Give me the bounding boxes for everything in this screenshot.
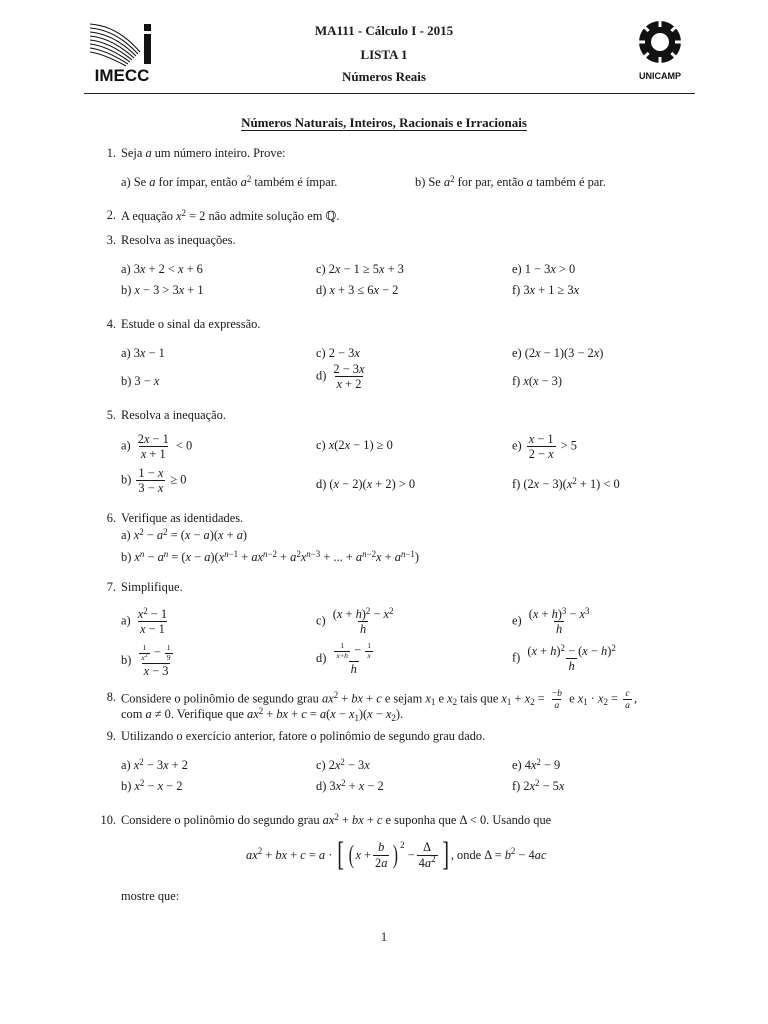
q1-number: 1.: [106, 146, 116, 160]
q5-item-d: d) (x − 2)(x + 2) > 0: [316, 477, 416, 491]
q3-item-c: c) 2x − 1 ≥ 5x + 3: [316, 262, 404, 276]
q5-item-f: f) $(2x - 3)(x^2 + 1) < 0$: [512, 475, 620, 491]
q4-item-b: b) 3 − x: [121, 374, 160, 388]
q5-item-c: c) x(2x − 1) ≥ 0: [316, 438, 393, 452]
q6-item-a: a) $x^2 - a^2 = (x - a)(x + a)$: [121, 526, 248, 542]
q5-item-a: a) $\frac{2x - 1}{x + 1}$ < 0: [121, 432, 193, 462]
q4-item-f: f) x(x − 3): [512, 374, 563, 388]
q4-item-e: e) (2x − 1)(3 − 2x): [512, 346, 604, 360]
q3-item-f: f) 3x + 1 ≥ 3x: [512, 283, 580, 297]
page-number: 1: [380, 930, 388, 944]
q4-statement: Estude o sinal da expressão.: [121, 317, 261, 331]
q5-number: 5.: [106, 408, 116, 422]
q9-item-c: c) $2x^2 - 3x$: [316, 756, 370, 772]
q10-tail: mostre que:: [121, 889, 180, 903]
q5-item-b: b) $\frac{1 - x}{3 - x}$ ≥ 0: [121, 466, 187, 496]
q3-item-d: d) x + 3 ≤ 6x − 2: [316, 283, 399, 297]
q7-item-b: b) $\frac{1}{x^2}$ − $\frac{1}{9}$ x − 3: [121, 643, 171, 678]
q4-number: 4.: [106, 317, 116, 331]
q4-item-d: d) $\frac{2 - 3x}{x + 2}$: [316, 362, 365, 392]
q9-number: 9.: [106, 729, 116, 743]
q9-item-a: a) $x^2 - 3x + 2$: [121, 756, 188, 772]
q7-item-f: f) $\frac{(x + h)^2 - (x - h)^2}{h}$: [512, 642, 616, 674]
q3-number: 3.: [106, 233, 116, 247]
q8-number: 8.: [106, 690, 116, 704]
q7-number: 7.: [106, 580, 116, 594]
q7-item-e: e) $\frac{(x + h)^3 - x^3}{h}$: [512, 605, 590, 637]
q9-statement: Utilizando o exercício anterior, fatore o polinômio de segundo grau dado.: [121, 729, 486, 743]
q8-statement-line1: Considere o polinômio de segundo grau $ax^2$ + bx + c e sejam $x_1$ e $x_2$ tais que $x_1 + x_2$ = $\frac{-b}{a}$ e $x_1 \cdot x_2$ = $\frac{c}{a}$ ,: [121, 688, 638, 712]
q7-statement: Simplifique.: [121, 580, 183, 594]
q9-item-f: f) $2x^2 - 5x$: [512, 777, 565, 793]
q3-item-a: a) 3x + 2 < x + 6: [121, 262, 203, 276]
q4-item-a: a) 3x − 1: [121, 346, 165, 360]
topic-title: Números Reais: [342, 69, 426, 84]
list-title: LISTA 1: [360, 47, 408, 62]
q4-item-c: c) 2 − 3x: [316, 346, 360, 360]
q1-item-b: b) Se $a^2$ for par, então a também é par.: [415, 173, 606, 189]
header-rule: [84, 93, 695, 94]
q2-statement: A equação $x^2 = 2$ não admite solução em ℚ.: [121, 207, 340, 223]
q6-statement: Verifique as identidades.: [121, 511, 244, 525]
q10-number: 10.: [100, 813, 116, 827]
unicamp-logo: [628, 18, 692, 82]
section-title: Números Naturais, Inteiros, Racionais e Irracionais: [241, 115, 527, 130]
q6-item-b: b) $x^n - a^n = (x - a)(x^{n-1} + ax^{n-2} + a^2x^{n-3}$ + ... + $a^{n-2}x + a^{n-1}$): [121, 548, 420, 564]
q3-item-e: e) 1 − 3x > 0: [512, 262, 576, 276]
q10-statement: Considere o polinômio do segundo grau $ax^2$ + bx + c e suponha que Δ < 0. Usando que: [121, 811, 552, 827]
q7-item-c: c) $\frac{(x + h)^2 - x^2}{h}$: [316, 605, 394, 637]
q9-item-d: d) $3x^2 + x - 2$: [316, 777, 384, 793]
imecc-logo-text: IMECC: [94, 66, 150, 84]
q6-number: 6.: [106, 511, 116, 525]
q3-statement: Resolva as inequações.: [121, 233, 236, 247]
q2-number: 2.: [106, 208, 116, 222]
q1-statement: Seja a um número inteiro. Prove:: [121, 146, 286, 160]
q3-item-b: b) x − 3 > 3x + 1: [121, 283, 204, 297]
q5-statement: Resolva a inequação.: [121, 408, 226, 422]
q10-formula: $ax^2$ + bx + c = a · [ ( x + $\frac{b}{2a}$ ) $^2$ − $\frac{\Delta}{4a^2}$ ] , onde $\Delta = b^2 - 4ac$: [246, 836, 547, 873]
unicamp-logo-text: UNICAMP: [639, 71, 681, 81]
q9-item-b: b) $x^2 - x - 2$: [121, 777, 183, 793]
q7-item-a: a) $\frac{x^2 - 1}{x - 1}$: [121, 605, 168, 637]
course-title: MA111 - Cálculo I - 2015: [314, 23, 454, 38]
q1-item-a: a) Se a for ímpar, então $a^2$ também é ímpar.: [121, 173, 338, 189]
q8-statement-line2: com a ≠ 0. Verifique que $ax^2$ + bx + $c = a(x - x_1)(x - x_2)$.: [121, 705, 404, 723]
q9-item-e: e) $4x^2 - 9$: [512, 756, 561, 772]
q5-item-e: e) $\frac{x - 1}{2 - x}$ > 5: [512, 432, 578, 462]
q7-item-d: d) $\frac{1}{x+h}$ − $\frac{1}{x}$ h: [316, 641, 372, 676]
